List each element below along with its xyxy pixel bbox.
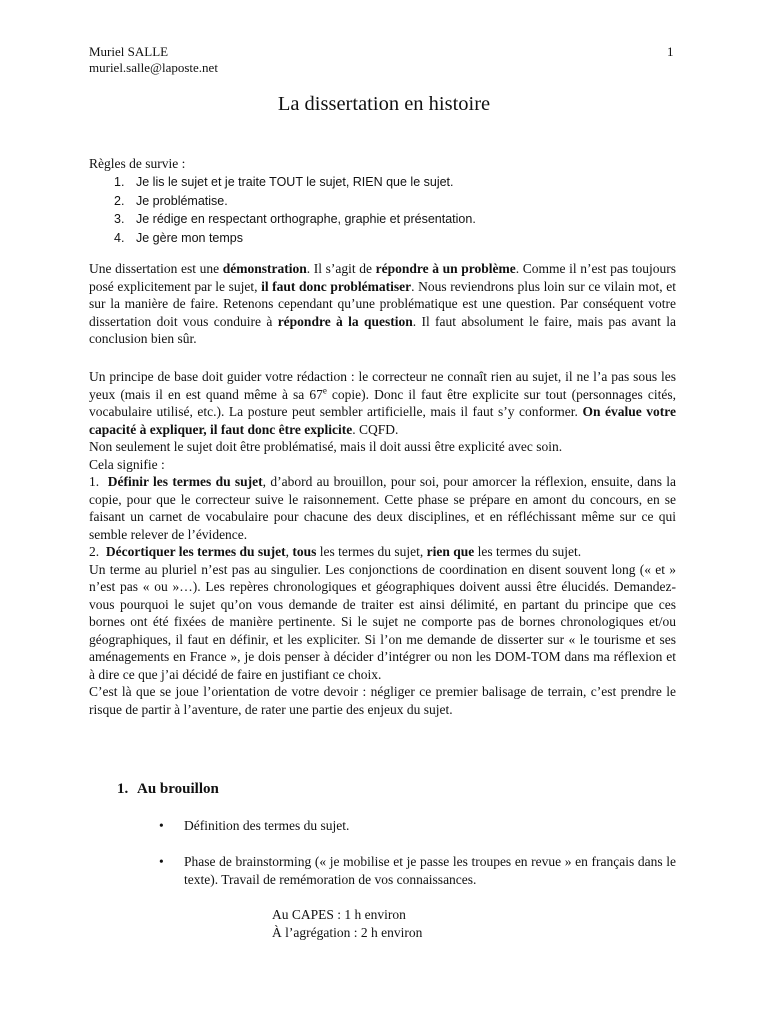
text-run: copie). Donc il faut être explicite sur tout (personnages cités, vocabulaire utilisé, etc.). La posture peut sembler artificielle, mais il faut s’y conformer. (89, 386, 676, 419)
bullet-icon: • (159, 818, 164, 833)
text-run: . Il faut absolument le faire, mais pas avant la conclusion bien sûr. (89, 313, 676, 346)
bullet-text: Phase de brainstorming (« je mobilise et je passe les troupes en revue » en français dans le texte). Travail de remémoration de vos connaissances. (184, 854, 676, 887)
text-run: les termes du sujet, (316, 544, 427, 559)
text-run: les termes du sujet. (474, 544, 582, 559)
list-text: Je problématise. (136, 193, 228, 208)
list-item (89, 173, 676, 192)
bold-run: On évalue votre capacité à expliquer, il faut donc être explicite (89, 404, 676, 437)
list-number: 4. (114, 230, 125, 245)
bold-run: Définir les termes du sujet (107, 474, 263, 489)
dissect-terms-item (89, 543, 676, 561)
bold-run: démonstration (222, 261, 307, 276)
rules-intro: Règles de survie : (89, 156, 186, 171)
list-item (89, 192, 676, 211)
bold-run: répondre à la question (277, 313, 413, 329)
bullet-text: Définition des termes du sujet. (184, 818, 350, 833)
section-heading (117, 779, 219, 799)
bullet-item (159, 817, 676, 835)
agregation-duration: À l’agrégation : 2 h environ (272, 925, 423, 940)
list-item (89, 229, 676, 248)
bullet-icon: • (159, 854, 164, 869)
bold-run: Décortiquer les termes du sujet (105, 544, 286, 559)
author-email: muriel.salle@laposte.net (89, 60, 218, 75)
bold-run: il faut donc problématiser (261, 278, 412, 294)
meaning-line: Cela signifie : (89, 456, 165, 472)
survival-rules (89, 155, 676, 247)
text-run: , (285, 544, 293, 559)
closing-paragraph: C’est là que se joue l’orientation de votre devoir : négliger ce premier balisage de terrain, c’est prendre le risque de partir à l’aventure, de rater une partie des enjeux du sujet. (89, 684, 676, 717)
list-text: Je lis le sujet et je traite TOUT le sujet, RIEN que le sujet. (136, 175, 454, 189)
define-terms-item (89, 473, 676, 543)
text-run: Un principe de base doit guider votre rédaction : le correcteur ne connaît rien au sujet, il ne l’a pas sous les yeux (mais il en est quand même à sa 67 (89, 369, 676, 402)
author-name: Muriel SALLE (89, 44, 169, 59)
text-run: Une dissertation est une (89, 261, 223, 276)
section-number: 1. (117, 781, 129, 797)
paragraph-principle (89, 368, 676, 718)
bold-run: répondre à un problème (375, 261, 516, 276)
paragraph-demonstration (89, 260, 676, 348)
list-number: 3. (114, 212, 125, 226)
page-number: 1 (667, 44, 674, 59)
text-run: . CQFD. (352, 421, 399, 437)
list-text: Je rédige en respectant orthographe, graphie et présentation. (136, 212, 476, 226)
text-run: . Nous reviendrons plus loin sur ce vilain mot, et sur la manière de faire. Retenons cependant qu’une problématique est une question. Par conséquent votre dissertation doit vous conduire à (89, 278, 676, 329)
bold-run: tous (292, 544, 317, 559)
item-number: 1. (89, 474, 100, 489)
explicit-line: Non seulement le sujet doit être problématisé, mais il doit aussi être explicité avec soin. (89, 439, 563, 454)
dissect-terms-detail: Un terme au pluriel n’est pas au singulier. Les conjonctions de coordination en disent souvent long (« et » n’est pas « ou »…). Les repères chronologiques et géographiques doivent aussi être élucidés. Demandez-vous pourquoi le sujet qu’on vous demande de traiter est ainsi délimité, en partant du principe que ces bornes ont été fixées de manière pertinente. Si le sujet ne comporte pas de bornes chronologiques et/ou géographiques, il faut en définir, et les expliciter. Si l’on me demande de disserter sur « le tourisme et ses aménagements en France », je dois penser à décider d’intégrer ou non les DOM-TOM dans ma réflexion et à dire ce que j’ai décidé de faire en justifiant ce choix. (89, 561, 676, 682)
capes-duration: Au CAPES : 1 h environ (272, 907, 406, 922)
list-number: 2. (114, 193, 125, 208)
text-run: . Comme il n’est pas toujours posé explicitement par le sujet, (89, 261, 676, 294)
section-title: Au brouillon (137, 781, 219, 797)
text-run: , d’abord au brouillon, pour soi, pour amorcer la réflexion, ensuite, dans la copie, pour que le correcteur suive le raisonnement. Cette phase se prépare en amont du concours, en se faisant un carnet de vocabulaire pour chacune des deux disciplines, et en réfléchissant même sur ce qui semble relever de l’évidence. (89, 474, 676, 542)
rules-list (89, 173, 676, 247)
document-title: La dissertation en histoire (277, 93, 491, 115)
bullet-item (159, 853, 676, 889)
bold-run: rien que (426, 544, 475, 559)
text-run: . Il s’agit de (306, 261, 376, 276)
superscript: e (322, 385, 327, 395)
list-text: Je gère mon temps (136, 230, 243, 245)
principle-text (89, 368, 676, 438)
item-number: 2. (89, 544, 100, 559)
list-number: 1. (114, 175, 125, 189)
list-item (89, 210, 676, 229)
